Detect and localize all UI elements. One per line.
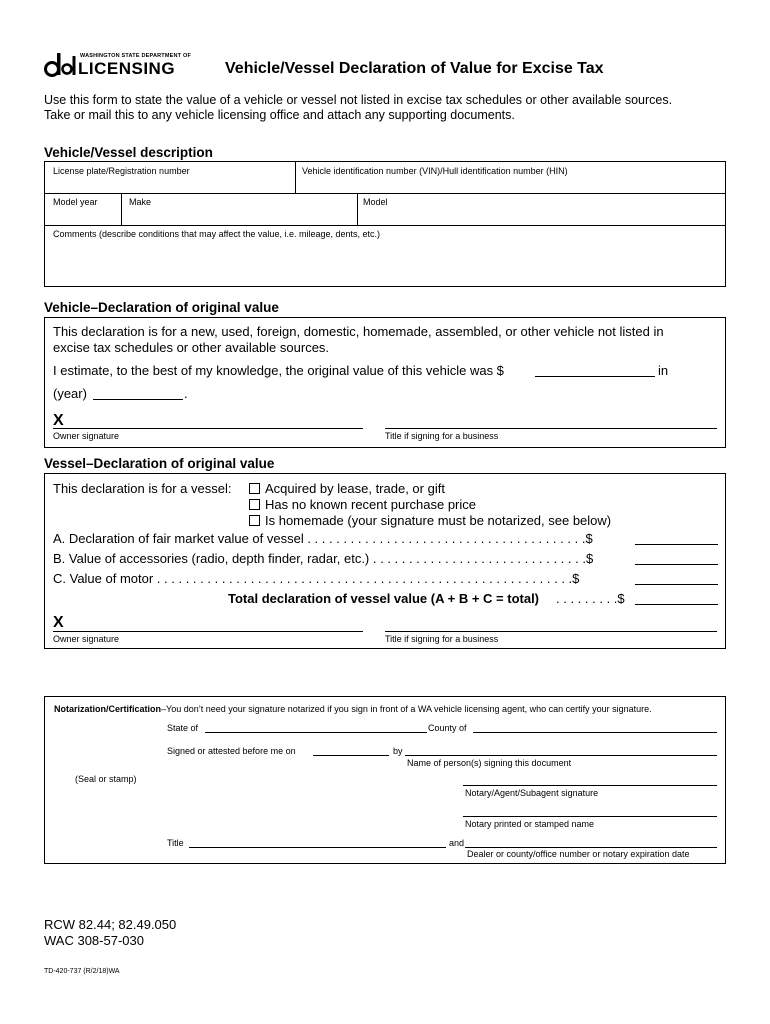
vessel-owner-signature-line[interactable] [53, 631, 363, 632]
comments-label: Comments (describe conditions that may affect the value, i.e. mileage, dents, etc.) [53, 229, 380, 239]
form-title: Vehicle/Vessel Declaration of Value for Excise Tax [225, 60, 604, 77]
state-of-input[interactable] [205, 732, 427, 733]
vessel-option-no-price[interactable]: Has no known recent purchase price [249, 497, 476, 512]
dealer-number-label: Dealer or county/office number or notary expiration date [467, 849, 690, 859]
logo-agency-top: WASHINGTON STATE DEPARTMENT OF [80, 53, 192, 59]
vehicle-value-input[interactable] [535, 376, 655, 377]
signer-name-label: Name of person(s) signing this document [407, 758, 572, 768]
vessel-line-b-input[interactable] [635, 564, 718, 565]
checkbox-icon[interactable] [249, 499, 260, 510]
vin-field[interactable] [296, 162, 725, 193]
make-field[interactable] [122, 194, 357, 225]
vehicle-business-title-label: Title if signing for a business [385, 431, 499, 441]
vessel-business-title-label: Title if signing for a business [385, 634, 499, 644]
agency-logo [44, 50, 192, 80]
signer-name-input[interactable] [405, 755, 717, 756]
vehicle-text-line-1: This declaration is for a new, used, foreign, domestic, homemade, assembled, or other vehicle not listed in [53, 324, 664, 339]
license-plate-label: License plate/Registration number [53, 166, 190, 176]
notary-printed-name-label: Notary printed or stamped name [465, 819, 595, 829]
vehicle-heading: Vehicle–Declaration of original value [44, 300, 279, 315]
intro-line-2: Take or mail this to any vehicle licensing office and attach any supporting documents. [44, 108, 515, 122]
vehicle-text-line-2: excise tax schedules or other available sources. [53, 340, 330, 355]
vessel-option-homemade[interactable]: Is homemade (your signature must be notarized, see below) [249, 513, 611, 528]
checkbox-icon[interactable] [249, 483, 260, 494]
vehicle-estimate-text: I estimate, to the best of my knowledge, the original value of this vehicle was $ [53, 363, 504, 378]
description-table [44, 161, 726, 287]
and-label: and [449, 838, 465, 848]
checkbox-icon[interactable] [249, 515, 260, 526]
vessel-owner-signature-label: Owner signature [53, 634, 120, 644]
vessel-line-c-label: C. Value of motor . . . . . . . . . . . . . . . . . . . . . . . . . . . . . . . . . . . . . . . . . . . . . . . . . . . . . . . . . .$ [53, 571, 580, 586]
dealer-number-input[interactable] [465, 847, 717, 848]
notary-title-label: Title [167, 838, 184, 848]
comments-field[interactable] [45, 226, 725, 286]
county-of-input[interactable] [473, 732, 717, 733]
notary-title-input[interactable] [189, 847, 446, 848]
notary-signature-label: Notary/Agent/Subagent signature [465, 788, 599, 798]
vessel-total-dots: . . . . . . . . .$ [556, 591, 625, 606]
vehicle-year-input[interactable] [93, 399, 183, 400]
vehicle-owner-signature-label: Owner signature [53, 431, 120, 441]
notary-heading: Notarization/Certification–You don’t need your signature notarized if you sign in front of a WA vehicle licensing agent, who can certify your signature. [54, 704, 652, 714]
vehicle-business-title-line[interactable] [385, 428, 717, 429]
dol-logo-icon [44, 50, 76, 78]
vehicle-year-text: (year) [53, 386, 87, 401]
signed-date-input[interactable] [313, 755, 389, 756]
signed-before-label: Signed or attested before me on [167, 746, 296, 756]
vehicle-declaration-box [44, 317, 726, 448]
description-heading: Vehicle/Vessel description [44, 145, 213, 160]
vessel-line-b-label: B. Value of accessories (radio, depth finder, radar, etc.) . . . . . . . . . . . . . . . . . . . . . . . . . . . . . .$ [53, 551, 594, 566]
model-year-label: Model year [53, 197, 98, 207]
vehicle-period: . [184, 386, 188, 401]
vessel-business-title-line[interactable] [385, 631, 717, 632]
vehicle-in-text: in [658, 363, 669, 378]
form-number: TD-420-737 (R/2/18)WA [44, 968, 120, 975]
vessel-line-a-label: A. Declaration of fair market value of vessel . . . . . . . . . . . . . . . . . . . . . . . . . . . . . . . . . . . . . . .$ [53, 531, 593, 546]
vessel-option-lease[interactable]: Acquired by lease, trade, or gift [249, 481, 445, 496]
vessel-signature-x: X [53, 614, 64, 631]
vessel-heading: Vessel–Declaration of original value [44, 456, 275, 471]
notary-printed-name-input[interactable] [463, 816, 717, 817]
vessel-total-input[interactable] [635, 604, 718, 605]
vessel-total-label: Total declaration of vessel value (A + B + C = total) [228, 591, 540, 606]
notary-signature-input[interactable] [463, 785, 717, 786]
model-field[interactable] [358, 194, 725, 225]
wac-citation: WAC 308-57-030 [44, 933, 144, 948]
license-plate-field[interactable] [45, 162, 295, 193]
logo-agency-main: LICENSING [78, 59, 176, 78]
make-label: Make [129, 197, 152, 207]
vehicle-owner-signature-line[interactable] [53, 428, 363, 429]
model-label: Model [363, 197, 388, 207]
vessel-intro-text: This declaration is for a vessel: [53, 481, 232, 496]
seal-label: (Seal or stamp) [75, 774, 137, 784]
vin-label: Vehicle identification number (VIN)/Hull identification number (HIN) [302, 166, 568, 176]
model-year-field[interactable] [45, 194, 121, 225]
vessel-line-a-input[interactable] [635, 544, 718, 545]
footer-citations [44, 917, 176, 949]
notarization-box [44, 696, 726, 864]
intro-line-1: Use this form to state the value of a vehicle or vessel not listed in excise tax schedules or other available sources. [44, 93, 673, 107]
vessel-declaration-box [44, 473, 726, 649]
by-label: by [393, 746, 403, 756]
vehicle-signature-x: X [53, 412, 64, 429]
intro-text [44, 93, 744, 123]
vessel-line-c-input[interactable] [635, 584, 718, 585]
rcw-citation: RCW 82.44; 82.49.050 [44, 917, 177, 932]
county-of-label: County of [428, 723, 467, 733]
state-of-label: State of [167, 723, 199, 733]
